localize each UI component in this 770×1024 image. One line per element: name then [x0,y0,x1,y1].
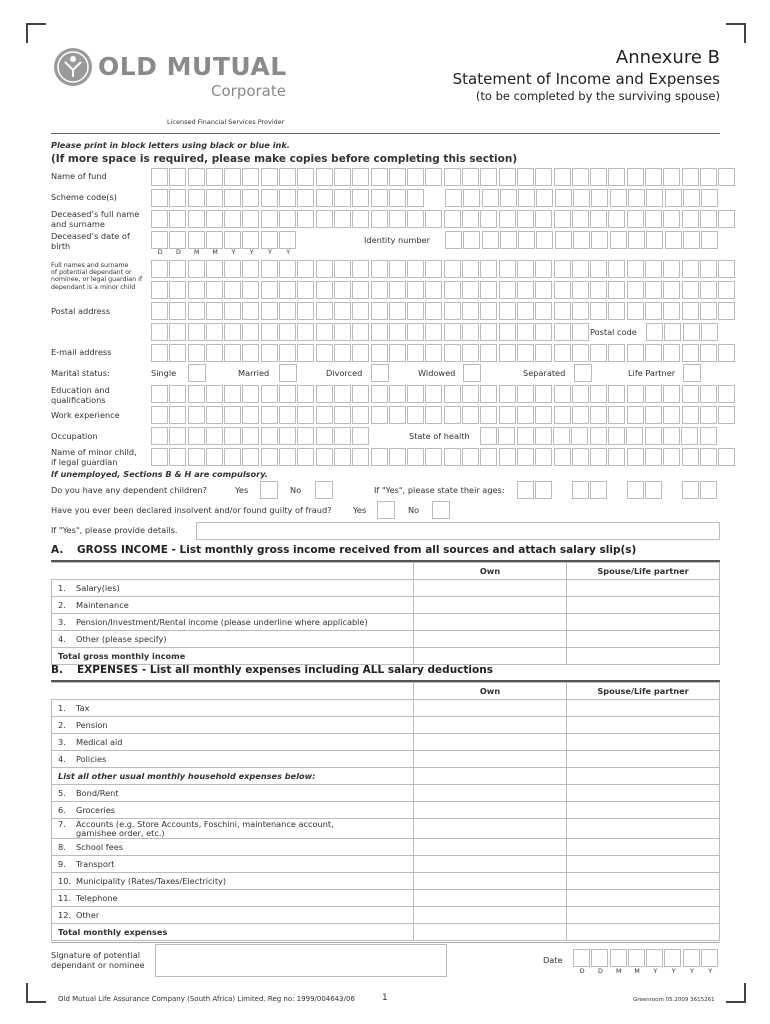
income-spouse-cell[interactable] [567,614,720,631]
dependent-no-label: No [290,485,302,495]
expense-own-cell[interactable] [414,802,567,819]
section-b-letter: B. [51,664,63,676]
income-spouse-total[interactable] [567,648,720,665]
dependant-names-input-2[interactable] [151,281,737,299]
table-row: 7. Accounts (e.g. Store Accounts, Foschini, maintenance account, garnishee order, etc.) [52,819,720,839]
expense-own-cell[interactable] [414,907,567,924]
expense-own-cell[interactable] [414,717,567,734]
expense-spouse-cell[interactable] [567,839,720,856]
table-row: 2. Pension [52,717,720,734]
scheme-code-input-2[interactable] [445,189,719,207]
instruction-2: (If more space is required, please make copies before completing this section) [51,153,518,165]
label-state-of-health: State of health [409,431,470,441]
income-spouse-cell[interactable] [567,597,720,614]
expense-col-spouse: Spouse/Life partner [567,683,720,700]
income-col-own: Own [414,563,567,580]
table-row: 3. Medical aid [52,734,720,751]
label-deceased-name: Deceased’s full name and surname [51,209,140,229]
postal-address-input-2[interactable] [151,323,590,341]
state-of-health-input[interactable] [480,427,718,445]
brand-name: OLD MUTUAL [98,52,287,81]
table-row: 1. Salary(ies) [52,580,720,597]
divider [51,133,720,134]
table-row: 1. Tax [52,700,720,717]
label-name-of-fund: Name of fund [51,171,107,181]
crop-mark [726,23,746,43]
label-provide-details: If "Yes", please provide details. [51,525,178,535]
dependent-no-checkbox[interactable] [315,481,333,499]
label-dependant-names: Full names and surname of potential dependant or nominee, or legal guardian if dependant is a minor child [51,262,143,291]
expense-spouse-cell[interactable] [567,802,720,819]
table-row: 6. Groceries [52,802,720,819]
age-input-3[interactable] [627,481,664,499]
table-row: 4. Other (please specify) [52,631,720,648]
crop-mark [726,983,746,1003]
expense-own-cell[interactable] [414,751,567,768]
income-spouse-cell[interactable] [567,580,720,597]
label-work-experience: Work experience [51,410,120,420]
label-postal-code: Postal code [590,327,637,337]
table-row: 10. Municipality (Rates/Taxes/Electricity) [52,873,720,890]
scheme-code-input-1[interactable] [151,189,425,207]
table-row: 2. Maintenance [52,597,720,614]
label-postal-address: Postal address [51,306,111,316]
label-education: Education and qualifications [51,385,110,405]
marital-option-single-label: Single [151,368,177,378]
section-b-title: EXPENSES - List all monthly expenses including ALL salary deductions [77,664,493,676]
label-signature: Signature of potential dependant or nominee [51,950,145,970]
marital-married-checkbox[interactable] [279,364,297,382]
income-own-cell[interactable] [414,597,567,614]
label-scheme-codes: Scheme code(s) [51,192,117,202]
marital-widowed-checkbox[interactable] [463,364,481,382]
age-input-1[interactable] [517,481,554,499]
income-table [51,562,720,665]
expenses-table [51,682,720,941]
form-subtitle: (to be completed by the surviving spouse) [475,89,720,103]
signature-box[interactable] [155,944,447,977]
label-deceased-dob: Deceased’s date of birth [51,231,130,251]
insolvent-yes-label: Yes [353,505,367,515]
expense-spouse-cell[interactable] [567,819,720,839]
label-date: Date [543,955,563,965]
unemployed-note: If unemployed, Sections B & H are compulsory. [51,469,268,479]
expense-spouse-cell[interactable] [567,700,720,717]
brand-division: Corporate [211,82,286,100]
marital-separated-checkbox[interactable] [574,364,592,382]
income-own-cell[interactable] [414,614,567,631]
dependent-yes-label: Yes [235,485,249,495]
table-row: Total monthly expenses [52,924,720,941]
income-own-cell[interactable] [414,580,567,597]
expense-spouse-cell[interactable] [567,751,720,768]
marital-option-widowed-label: Widowed [418,368,456,378]
label-insolvent: Have you ever been declared insolvent and/or found guilty of fraud? [51,505,332,515]
label-state-ages: If "Yes", please state their ages: [374,485,505,495]
income-col-spouse: Spouse/Life partner [567,563,720,580]
page-number: 1 [382,993,388,1003]
name-of-fund-input[interactable] [151,168,737,186]
occupation-input[interactable] [151,427,371,445]
expense-spouse-total[interactable] [567,924,720,941]
crop-mark [26,23,46,43]
table-row: 12. Other [52,907,720,924]
section-a-title: GROSS INCOME - List monthly gross income received from all sources and attach salary slip(s) [77,544,637,556]
expense-col-own: Own [414,683,567,700]
expense-spouse-cell[interactable] [567,734,720,751]
marital-option-separated-label: Separated [523,368,566,378]
insolvent-no-label: No [408,505,420,515]
label-marital-status: Marital status: [51,368,110,378]
form-title: Statement of Income and Expenses [452,70,720,88]
marital-option-life-partner-label: Life Partner [628,368,676,378]
label-occupation: Occupation [51,431,98,441]
signature-date-format-hint: D D M M Y Y Y Y [579,968,713,975]
table-row: 3. Pension/Investment/Rental income (please underline where applicable) [52,614,720,631]
insolvent-no-checkbox[interactable] [432,501,450,519]
email-input[interactable] [151,344,737,362]
education-input[interactable] [151,385,737,403]
label-identity-number: Identity number [364,235,430,245]
label-email: E-mail address [51,347,112,357]
income-spouse-cell[interactable] [567,631,720,648]
marital-option-married-label: Married [238,368,270,378]
marital-single-checkbox[interactable] [188,364,206,382]
date-format-hint: D D M M Y Y Y Y [157,249,291,256]
expense-own-cell[interactable] [414,734,567,751]
deceased-dob-input[interactable] [151,231,297,249]
age-input-2[interactable] [572,481,609,499]
deceased-name-input[interactable] [151,210,737,228]
annex-title: Annexure B [615,47,720,68]
table-row: 11. Telephone [52,890,720,907]
identity-number-input[interactable] [445,231,719,249]
expense-own-cell[interactable] [414,890,567,907]
postal-address-input-1[interactable] [151,302,737,320]
expense-own-cell[interactable] [414,785,567,802]
signature-date-input[interactable] [573,949,719,967]
footer-company: Old Mutual Life Assurance Company (South Africa) Limited. Reg no: 1999/004643/06 [58,995,355,1003]
footer-code: Greenroom 05.2009 3615261 [633,997,715,1003]
income-own-cell[interactable] [414,631,567,648]
expense-own-cell[interactable] [414,700,567,717]
income-own-total[interactable] [414,648,567,665]
marital-divorced-checkbox[interactable] [371,364,389,382]
expense-spouse-cell[interactable] [567,856,720,873]
marital-life-partner-checkbox[interactable] [683,364,701,382]
details-input[interactable] [196,522,720,540]
expense-own-cell[interactable] [414,873,567,890]
postal-code-input[interactable] [646,323,719,341]
table-row: 4. Policies [52,751,720,768]
expense-spouse-cell[interactable] [567,873,720,890]
divider [51,942,720,943]
instruction-1: Please print in block letters using black or blue ink. [51,140,290,150]
work-experience-input[interactable] [151,406,737,424]
expense-spouse-cell[interactable] [567,785,720,802]
minor-child-input[interactable] [151,448,737,466]
marital-option-divorced-label: Divorced [326,368,363,378]
expense-spouse-cell[interactable] [567,890,720,907]
logo-icon [54,48,92,86]
dependent-yes-checkbox[interactable] [260,481,278,499]
expense-own-cell[interactable] [414,839,567,856]
expense-spouse-cell[interactable] [567,907,720,924]
table-row: Total gross monthly income [52,648,720,665]
insolvent-yes-checkbox[interactable] [377,501,395,519]
provider-label: Licensed Financial Services Provider [167,118,285,126]
expense-own-cell[interactable] [414,856,567,873]
dependant-names-input-1[interactable] [151,260,737,278]
table-row: 5. Bond/Rent [52,785,720,802]
table-row: List all other usual monthly household expenses below: [52,768,720,785]
label-dependent-children: Do you have any dependent children? [51,485,207,495]
table-row: 9. Transport [52,856,720,873]
crop-mark [26,983,46,1003]
section-a-letter: A. [51,544,64,556]
table-row: 8. School fees [52,839,720,856]
age-input-4[interactable] [682,481,719,499]
expense-own-total[interactable] [414,924,567,941]
label-minor-child: Name of minor child, if legal guardian [51,447,137,467]
expense-spouse-cell[interactable] [567,717,720,734]
expense-own-cell[interactable] [414,819,567,839]
